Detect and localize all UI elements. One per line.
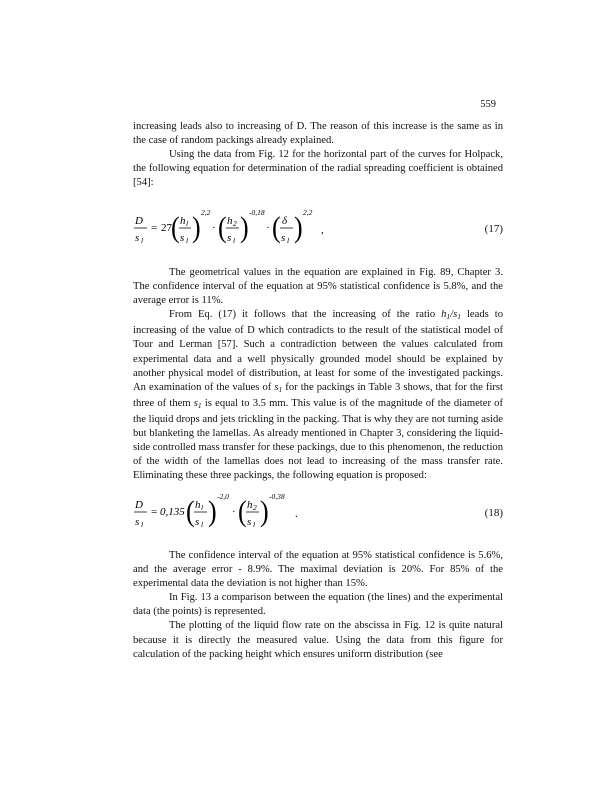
eq17-f2-num-sub: 2 <box>233 219 237 228</box>
eq18-f1-lparen: ( <box>186 495 195 529</box>
eq18-f2-num: h <box>247 499 253 511</box>
equation-17-graphic <box>133 206 473 254</box>
eq18-f1-num-sub: l <box>201 503 204 512</box>
equation-18 <box>133 490 503 538</box>
eq18-trailing-period: . <box>295 508 298 520</box>
eq17-f3-num: δ <box>282 215 288 227</box>
eq17-lhs-denominator: s <box>135 232 140 244</box>
paragraph-2: Using the data from Fig. 12 for the horizontal part of the curves for Holpack, the following equation for determination of the radial spreading coefficient is obtained [54]: <box>133 149 503 189</box>
eq17-f1-rparen: ) <box>192 211 201 245</box>
inline-s1-first: $s_1$ <box>274 381 283 394</box>
equation-17-number: (17) <box>484 223 503 235</box>
eq18-f2-lparen: ( <box>238 495 247 529</box>
paragraph-6: In Fig. 13 a comparison between the equation (the lines) and the experimental data (the points) is represented. <box>133 592 503 618</box>
paragraph-4-part-a: From Eq. (17) it follows that the increasing of the ratio <box>169 309 442 321</box>
eq18-f2-rparen: ) <box>260 495 269 529</box>
eq18-f1-rparen: ) <box>208 495 217 529</box>
eq18-lhs-denominator: s <box>135 516 140 528</box>
eq17-f1-num: h <box>180 215 186 227</box>
eq17-f2-exponent: -0,18 <box>249 208 265 217</box>
paragraph-4-part-d: is equal to 3.5 mm. This value is of the magnitude of the diameter of the liquid drops and jets trickling in the packing. That is why they are not turning aside but blanketing the lamellas. As already mentioned in Chapter 3, considering the liquid-side controlled mass transfer for these packings, due to this phenomenon, the reduction of the width of the lamellas does not lead to increasing of the mass transfer rate. Eliminating these three packings, the following equation is proposed: <box>133 397 504 482</box>
paragraph-4-part-c: for the packings in Table 3 shows, that for the first three of them <box>133 381 503 409</box>
paragraph-3: The geometrical values in the equation are explained in Fig. 89, Chapter 3. The confidence interval of the equation at 95% statistical confidence is 5.8%, and the average error is 11%. <box>133 267 503 307</box>
paragraph-4 <box>133 308 503 483</box>
eq18-f1-den: s <box>195 516 200 528</box>
equation-18-number: (18) <box>484 507 503 519</box>
eq18-dot-1: · <box>232 506 236 518</box>
eq17-f3-exponent: 2,2 <box>303 208 313 217</box>
eq17-f2-lparen: ( <box>218 211 227 245</box>
eq17-f3-lparen: ( <box>272 211 281 245</box>
eq18-coefficient: 0,135 <box>160 506 185 518</box>
eq17-equals: = <box>151 222 158 234</box>
eq17-f2-rparen: ) <box>240 211 249 245</box>
text-block-bottom <box>133 549 503 662</box>
equation-17 <box>133 206 503 254</box>
eq17-trailing-comma: , <box>321 224 324 236</box>
text-block-middle <box>133 266 503 483</box>
page-number: 559 <box>480 99 496 110</box>
eq17-lhs-numerator: D <box>135 215 143 227</box>
eq18-f2-den: s <box>247 516 252 528</box>
eq17-dot-1: · <box>212 222 216 234</box>
eq18-f1-den-sub: l <box>201 520 204 529</box>
text-block-top <box>133 120 503 190</box>
eq17-f1-den: s <box>180 232 185 244</box>
eq18-f2-exponent: -0,38 <box>269 492 285 501</box>
paragraph-4-part-b: leads to increasing of the value of D which contradicts to the result of the statistical model of Tour and Lerman [57]. Such a contradiction between the values calculated from experimental data and a well physically grounded model should be explained by another physical model of distribution, at least for some of the investigated packings. An examination of the values of <box>133 309 503 393</box>
eq18-f2-num-sub: 2 <box>253 503 257 512</box>
eq17-coefficient: 27 <box>161 222 172 234</box>
eq18-lhs-numerator: D <box>135 499 143 511</box>
eq17-f1-lparen: ( <box>171 211 180 245</box>
eq17-f2-num: h <box>227 215 233 227</box>
eq17-f3-den-sub: l <box>287 236 290 245</box>
paragraph-5: The confidence interval of the equation at 95% statistical confidence is 5.6%, and the average error - 8.9%. The maximal deviation is 20%. For 85% of the experimental data the deviation is not higher than 15%. <box>133 550 503 590</box>
eq17-f1-exponent: 2,2 <box>201 208 211 217</box>
eq17-f1-num-sub: l <box>186 219 189 228</box>
eq18-f2-den-sub: l <box>253 520 256 529</box>
eq17-dot-2: · <box>266 222 270 234</box>
paragraph-1: increasing leads also to increasing of D. The reason of this increase is the same as in the case of random packings already explained. <box>133 121 503 147</box>
paragraph-7: The plotting of the liquid flow rate on the abscissa in Fig. 12 is quite natural because it is directly the measured value. Using the data from this figure for calculation of the packing height which ensures uniform distribution (see <box>133 620 503 660</box>
inline-s1-second: $s_1$ <box>193 397 202 410</box>
eq17-f3-den: s <box>281 232 286 244</box>
inline-ratio-h1-s1: $h_1/s_1$ <box>441 309 461 322</box>
eq17-lhs-den-sub: l <box>141 236 144 245</box>
eq18-f1-exponent: -2,0 <box>217 492 229 501</box>
eq17-f2-den: s <box>227 232 232 244</box>
eq17-f3-rparen: ) <box>294 211 303 245</box>
eq18-equals: = <box>151 506 158 518</box>
eq18-lhs-den-sub: l <box>141 520 144 529</box>
eq17-f2-den-sub: l <box>233 236 236 245</box>
equation-18-graphic <box>133 490 473 538</box>
eq17-f1-den-sub: l <box>186 236 189 245</box>
eq18-f1-num: h <box>195 499 201 511</box>
